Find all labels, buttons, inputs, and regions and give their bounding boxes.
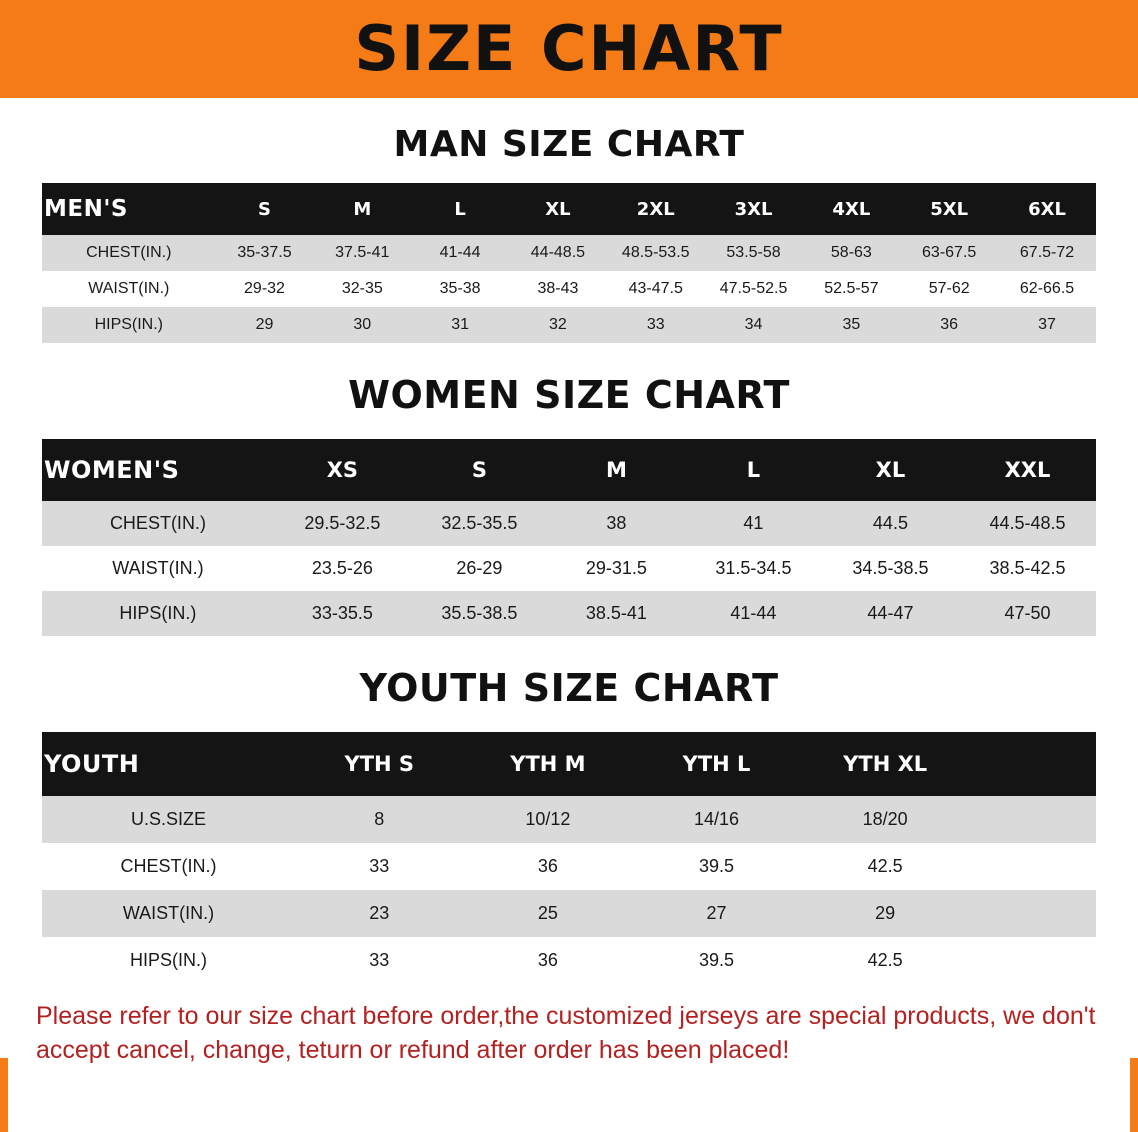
- youth-header-spacer: [969, 732, 1096, 796]
- table-cell-spacer: [969, 890, 1096, 937]
- table-row: [42, 937, 1096, 984]
- women-section-title: WOMEN SIZE CHART: [348, 373, 790, 417]
- man-header-cell: 6XL: [998, 183, 1096, 235]
- youth-header-cell: YOUTH: [42, 732, 295, 796]
- table-cell: 47-50: [959, 591, 1096, 636]
- row-label: HIPS(IN.): [42, 591, 274, 636]
- table-cell: 31: [411, 307, 509, 343]
- youth-header-cell: YTH S: [295, 732, 464, 796]
- table-cell: 29-31.5: [548, 546, 685, 591]
- women-header-cell: XL: [822, 439, 959, 501]
- table-cell: 57-62: [900, 271, 998, 307]
- women-header-cell: XXL: [959, 439, 1096, 501]
- youth-header-cell: YTH L: [632, 732, 801, 796]
- table-row: [42, 796, 1096, 843]
- table-row: [42, 546, 1096, 591]
- table-cell-spacer: [969, 843, 1096, 890]
- table-cell: 42.5: [801, 843, 970, 890]
- table-cell: 23.5-26: [274, 546, 411, 591]
- man-section-title: MAN SIZE CHART: [393, 124, 745, 165]
- table-row: [42, 890, 1096, 937]
- table-cell: 29: [216, 307, 314, 343]
- youth-table-header-row: [42, 732, 1096, 796]
- table-cell: 35-37.5: [216, 235, 314, 271]
- women-header-cell: XS: [274, 439, 411, 501]
- table-cell: 23: [295, 890, 464, 937]
- man-header-cell: L: [411, 183, 509, 235]
- table-cell: 53.5-58: [705, 235, 803, 271]
- table-cell: 29-32: [216, 271, 314, 307]
- row-label: WAIST(IN.): [42, 890, 295, 937]
- table-row: [42, 235, 1096, 271]
- table-cell: 44.5-48.5: [959, 501, 1096, 546]
- table-cell: 36: [464, 937, 633, 984]
- table-cell: 34: [705, 307, 803, 343]
- youth-header-cell: YTH M: [464, 732, 633, 796]
- row-label: CHEST(IN.): [42, 843, 295, 890]
- table-row: [42, 271, 1096, 307]
- table-cell: 48.5-53.5: [607, 235, 705, 271]
- youth-table-wrap: [0, 732, 1138, 984]
- table-cell: 38.5-41: [548, 591, 685, 636]
- page-title: SIZE CHART: [354, 12, 784, 85]
- table-cell: 31.5-34.5: [685, 546, 822, 591]
- left-edge-strip: [0, 1058, 8, 1132]
- row-label: WAIST(IN.): [42, 271, 216, 307]
- table-cell: 39.5: [632, 843, 801, 890]
- table-row: [42, 591, 1096, 636]
- table-cell: 38: [548, 501, 685, 546]
- man-table-header-row: [42, 183, 1096, 235]
- page-banner: [0, 0, 1138, 98]
- youth-header-cell: YTH XL: [801, 732, 970, 796]
- table-cell: 33: [295, 937, 464, 984]
- table-cell: 8: [295, 796, 464, 843]
- women-size-table: [42, 439, 1096, 636]
- table-cell: 38.5-42.5: [959, 546, 1096, 591]
- table-cell: 44-47: [822, 591, 959, 636]
- table-cell: 41: [685, 501, 822, 546]
- table-cell: 62-66.5: [998, 271, 1096, 307]
- table-cell: 35.5-38.5: [411, 591, 548, 636]
- table-cell: 30: [313, 307, 411, 343]
- table-cell: 18/20: [801, 796, 970, 843]
- table-cell: 29: [801, 890, 970, 937]
- table-cell: 37.5-41: [313, 235, 411, 271]
- man-header-cell: M: [313, 183, 411, 235]
- table-cell: 29.5-32.5: [274, 501, 411, 546]
- table-cell: 34.5-38.5: [822, 546, 959, 591]
- right-edge-strip: [1130, 1058, 1138, 1132]
- man-header-cell: 5XL: [900, 183, 998, 235]
- table-cell: 44.5: [822, 501, 959, 546]
- table-cell: 27: [632, 890, 801, 937]
- table-cell: 39.5: [632, 937, 801, 984]
- table-cell: 33-35.5: [274, 591, 411, 636]
- man-table-wrap: [0, 183, 1138, 343]
- table-cell-spacer: [969, 937, 1096, 984]
- table-cell: 32: [509, 307, 607, 343]
- table-row: [42, 843, 1096, 890]
- man-size-table: [42, 183, 1096, 343]
- row-label: CHEST(IN.): [42, 501, 274, 546]
- table-cell: 33: [295, 843, 464, 890]
- women-table-header-row: [42, 439, 1096, 501]
- policy-note: Please refer to our size chart before order,the customized jerseys are special products, we don't accept cancel, change, teturn or refund after order has been placed!: [36, 1002, 1096, 1064]
- row-label: HIPS(IN.): [42, 307, 216, 343]
- man-header-cell: 2XL: [607, 183, 705, 235]
- row-label: U.S.SIZE: [42, 796, 295, 843]
- women-header-cell: L: [685, 439, 822, 501]
- table-cell: 44-48.5: [509, 235, 607, 271]
- man-header-cell: 4XL: [802, 183, 900, 235]
- table-cell: 41-44: [685, 591, 822, 636]
- women-table-wrap: [0, 439, 1138, 636]
- table-cell: 47.5-52.5: [705, 271, 803, 307]
- table-cell: 36: [464, 843, 633, 890]
- man-header-cell: MEN'S: [42, 183, 216, 235]
- table-cell: 35-38: [411, 271, 509, 307]
- women-header-cell: S: [411, 439, 548, 501]
- table-cell: 10/12: [464, 796, 633, 843]
- table-cell: 25: [464, 890, 633, 937]
- man-header-cell: S: [216, 183, 314, 235]
- table-cell: 32.5-35.5: [411, 501, 548, 546]
- table-row: [42, 307, 1096, 343]
- table-cell: 38-43: [509, 271, 607, 307]
- table-cell: 67.5-72: [998, 235, 1096, 271]
- table-cell: 35: [802, 307, 900, 343]
- table-row: [42, 501, 1096, 546]
- table-cell-spacer: [969, 796, 1096, 843]
- table-cell: 43-47.5: [607, 271, 705, 307]
- table-cell: 37: [998, 307, 1096, 343]
- table-cell: 52.5-57: [802, 271, 900, 307]
- table-cell: 41-44: [411, 235, 509, 271]
- row-label: CHEST(IN.): [42, 235, 216, 271]
- man-header-cell: 3XL: [705, 183, 803, 235]
- row-label: WAIST(IN.): [42, 546, 274, 591]
- table-cell: 14/16: [632, 796, 801, 843]
- table-cell: 32-35: [313, 271, 411, 307]
- table-cell: 26-29: [411, 546, 548, 591]
- table-cell: 63-67.5: [900, 235, 998, 271]
- women-header-cell: WOMEN'S: [42, 439, 274, 501]
- table-cell: 36: [900, 307, 998, 343]
- row-label: HIPS(IN.): [42, 937, 295, 984]
- table-cell: 33: [607, 307, 705, 343]
- women-header-cell: M: [548, 439, 685, 501]
- man-header-cell: XL: [509, 183, 607, 235]
- table-cell: 58-63: [802, 235, 900, 271]
- table-cell: 42.5: [801, 937, 970, 984]
- youth-section-title: YOUTH SIZE CHART: [359, 666, 779, 710]
- youth-size-table: [42, 732, 1096, 984]
